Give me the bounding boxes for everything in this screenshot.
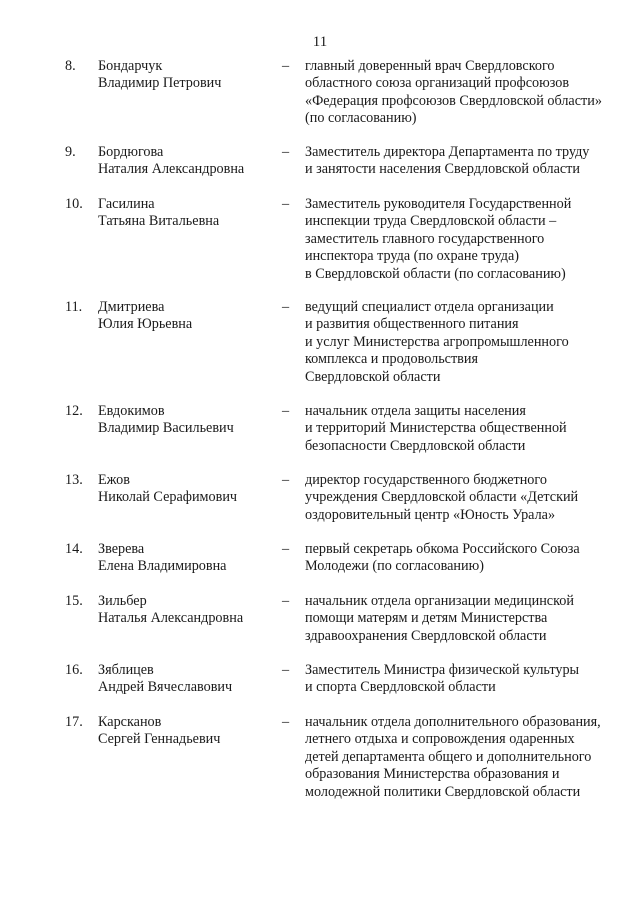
dash-separator: – — [282, 196, 290, 212]
description-line: летнего отдыха и сопровождения одаренных — [305, 731, 575, 748]
given-names: Андрей Вячеславович — [98, 679, 233, 696]
dash-separator: – — [282, 662, 290, 678]
description-line: начальник отдела дополнительного образования, — [305, 714, 601, 730]
description-line: Заместитель руководителя Государственной — [305, 196, 572, 212]
position-description — [305, 662, 625, 697]
dash-separator: – — [282, 593, 290, 609]
dash-separator: – — [282, 403, 290, 419]
description-line: учреждения Свердловской области «Детский — [305, 489, 579, 506]
description-line: детей департамента общего и дополнительного — [305, 748, 592, 765]
entry-number: 12. — [65, 403, 83, 419]
description-line: здравоохранения Свердловской области — [305, 627, 547, 644]
description-line: (по согласованию) — [305, 110, 417, 127]
description-line: начальник отдела защиты населения — [305, 403, 526, 419]
position-description — [305, 196, 625, 283]
description-line: Заместитель Министра физической культуры — [305, 662, 580, 678]
description-line: помощи матерям и детям Министерства — [305, 610, 548, 627]
person-name — [98, 541, 273, 576]
page-number: 11 — [312, 34, 328, 50]
given-names: Владимир Васильевич — [98, 420, 234, 437]
position-description — [305, 472, 625, 524]
description-line: и спорта Свердловской области — [305, 679, 496, 696]
surname: Зяблицев — [98, 662, 154, 678]
position-description — [305, 403, 625, 455]
position-description — [305, 299, 625, 386]
person-name — [98, 662, 273, 697]
position-description — [305, 144, 625, 179]
description-line: Молодежи (по согласованию) — [305, 558, 484, 575]
description-line: безопасности Свердловской области — [305, 437, 526, 454]
description-line: начальник отдела организации медицинской — [305, 593, 574, 609]
dash-separator: – — [282, 299, 290, 315]
person-name — [98, 714, 273, 749]
position-description — [305, 593, 625, 645]
description-line: и развития общественного питания — [305, 316, 519, 333]
surname: Зверева — [98, 541, 145, 557]
given-names: Сергей Геннадьевич — [98, 731, 221, 748]
given-names: Юлия Юрьевна — [98, 316, 193, 333]
description-line: первый секретарь обкома Российского Союза — [305, 541, 580, 557]
given-names: Владимир Петрович — [98, 75, 222, 92]
surname: Зильбер — [98, 593, 147, 609]
description-line: в Свердловской области (по согласованию) — [305, 265, 566, 282]
description-line: оздоровительный центр «Юность Урала» — [305, 506, 556, 523]
surname: Ежов — [98, 472, 130, 488]
description-line: инспектора труда (по охране труда) — [305, 248, 520, 265]
description-line: Свердловской области — [305, 368, 441, 385]
given-names: Николай Серафимович — [98, 489, 238, 506]
entry-number: 14. — [65, 541, 83, 557]
description-line: инспекции труда Свердловской области – — [305, 213, 557, 230]
person-name — [98, 196, 273, 231]
entry-number: 13. — [65, 472, 83, 488]
description-line: молодежной политики Свердловской области — [305, 783, 581, 800]
surname: Бондарчук — [98, 58, 163, 74]
entry-number: 11. — [65, 299, 83, 315]
description-line: и территорий Министерства общественной — [305, 420, 567, 437]
person-name — [98, 472, 273, 507]
given-names: Наталья Александровна — [98, 610, 244, 627]
dash-separator: – — [282, 714, 290, 730]
person-name — [98, 593, 273, 628]
position-description — [305, 714, 625, 801]
description-line: и занятости населения Свердловской области — [305, 161, 580, 178]
entry-number: 15. — [65, 593, 83, 609]
entry-number: 9. — [65, 144, 76, 160]
given-names: Татьяна Витальевна — [98, 213, 220, 230]
position-description — [305, 541, 625, 576]
description-line: образования Министерства образования и — [305, 766, 560, 783]
description-line: областного союза организаций профсоюзов — [305, 75, 570, 92]
dash-separator: – — [282, 144, 290, 160]
dash-separator: – — [282, 472, 290, 488]
surname: Гасилина — [98, 196, 155, 212]
dash-separator: – — [282, 58, 290, 74]
surname: Евдокимов — [98, 403, 165, 419]
entry-number: 16. — [65, 662, 83, 678]
person-name — [98, 403, 273, 438]
entry-number: 17. — [65, 714, 83, 730]
description-line: директор государственного бюджетного — [305, 472, 547, 488]
surname: Карсканов — [98, 714, 162, 730]
description-line: ведущий специалист отдела организации — [305, 299, 554, 315]
description-line: и услуг Министерства агропромышленного — [305, 333, 569, 350]
description-line: заместитель главного государственного — [305, 230, 545, 247]
person-name — [98, 299, 273, 334]
given-names: Наталия Александровна — [98, 161, 245, 178]
description-line: Заместитель директора Департамента по труду — [305, 144, 590, 160]
position-description — [305, 58, 625, 128]
person-name — [98, 144, 273, 179]
surname: Бордюгова — [98, 144, 164, 160]
person-name — [98, 58, 273, 93]
description-line: комплекса и продовольствия — [305, 351, 478, 368]
description-line: «Федерация профсоюзов Свердловской области» — [305, 92, 602, 109]
given-names: Елена Владимировна — [98, 558, 227, 575]
surname: Дмитриева — [98, 299, 165, 315]
dash-separator: – — [282, 541, 290, 557]
entry-number: 8. — [65, 58, 76, 74]
description-line: главный доверенный врач Свердловского — [305, 58, 555, 74]
entry-number: 10. — [65, 196, 83, 212]
